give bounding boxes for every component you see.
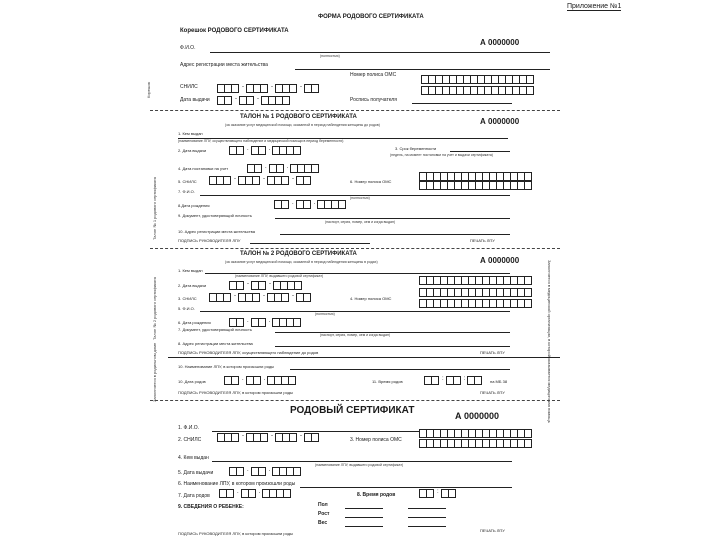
coupon2-fio: 5. Ф.И.О.: [178, 306, 195, 311]
certificate-title: РОДОВЫЙ СЕРТИФИКАТ: [290, 405, 415, 416]
coupon1-head-signature: ПОДПИСЬ РУКОВОДИТЕЛЯ ЛПУ: [178, 238, 241, 243]
coupon2-birth-time: 11. Время родов: [372, 379, 403, 384]
certificate-child-info: 9. СВЕДЕНИЯ О РЕБЕНКЕ:: [178, 504, 244, 510]
coupon2-oms: 4. Номер полиса ОМС: [350, 296, 392, 301]
coupon1-oms-boxes-2[interactable]: [420, 181, 532, 190]
certificate-oms: 3. Номер полиса ОМС: [350, 437, 402, 443]
stub-side-label: Корешок: [146, 81, 151, 98]
certificate-oms-boxes-2[interactable]: [420, 439, 532, 448]
coupon2-date-boxes[interactable]: - -: [230, 281, 302, 290]
coupon2-oms-boxes[interactable]: [420, 276, 532, 285]
stub-number: А 0000000: [480, 38, 520, 47]
certificate-birth-time: 8. Время родов: [357, 492, 396, 498]
stub-signature-label: Роспись получателя: [350, 97, 397, 103]
coupon1-date-issue: 2. Дата выдачи: [178, 148, 207, 153]
coupon2-birth-date: 6. Дата рождения: [178, 320, 211, 325]
coupon2-issued-by-hint: (наименование ЛПУ, выдавшего родовой сертификат): [235, 274, 324, 278]
coupon2-birth-time-boxes[interactable]: : :: [425, 376, 482, 385]
certificate-height: Рост: [318, 511, 330, 517]
stub-date-label: Дата выдачи: [180, 97, 210, 103]
certificate-birth-day: 7. Дата родов: [178, 493, 210, 499]
stub-snils-boxes[interactable]: - - -: [218, 84, 319, 93]
coupon1-document-hint: (паспорт, серия, номер, кем и когда выдан): [325, 220, 396, 224]
certificate-birth-day-boxes[interactable]: . .: [220, 489, 291, 498]
coupon2-document: 7. Документ, удостоверяющий личность: [178, 327, 252, 332]
stub-snils-label: СНИЛС: [180, 84, 198, 90]
certificate-snils: 2. СНИЛС: [178, 437, 202, 443]
birth-certificate-form: [146, 0, 560, 540]
coupon1-snils-boxes[interactable]: - - -: [210, 176, 311, 185]
coupon1-date-boxes[interactable]: . .: [230, 146, 301, 155]
coupon1-issued-by: 1. Кем выдан: [178, 131, 203, 136]
certificate-issued-by-hint: (наименование ЛПУ, выдавшего родовой сертификат): [315, 463, 404, 467]
coupon2-stamp: ПЕЧАТЬ ЛПУ: [480, 350, 505, 355]
coupon1-number: А 0000000: [480, 117, 520, 126]
certificate-hospital: 6. Наименование ЛПУ, в котором произошли роды: [178, 481, 296, 487]
coupon2-snils: 3. СНИЛС: [178, 296, 197, 301]
coupon2-stamp-2: ПЕЧАТЬ ЛПУ: [480, 390, 505, 395]
coupon1-address: 10. Адрес регистрации места жительства: [178, 229, 255, 234]
coupon1-fio-hint: (полностью): [350, 196, 370, 200]
coupon1-oms-boxes[interactable]: [420, 172, 532, 181]
certificate-stamp: ПЕЧАТЬ ЛПУ: [480, 528, 505, 533]
coupon1-subtitle: (за оказание услуг медицинской помощи, оказанной в период наблюдения женщины до родов): [225, 123, 380, 127]
stub-fio-label: Ф.И.О.: [180, 45, 196, 51]
cut-line-2: [150, 248, 560, 249]
coupon2-subtitle: (за оказание услуг медицинской помощи, оказанной в период наблюдения женщины в родах): [225, 260, 378, 264]
appendix-label: Приложение №1: [567, 3, 622, 10]
stub-fio-hint: (полностью): [320, 54, 340, 58]
coupon2-right-label: Заполняется в медицинской организации, в которой оказывается медицинская помощь: [547, 260, 552, 423]
coupon2-birth-day-boxes[interactable]: . .: [225, 376, 296, 385]
coupon2-head-signature: ПОДПИСЬ РУКОВОДИТЕЛЯ ЛПУ, осуществляющего наблюдение до родов: [178, 350, 319, 355]
coupon2-hospital: 10. Наименование ЛПУ, в котором произошли роды: [178, 364, 275, 369]
coupon2-weeks: на МБ 38: [490, 379, 508, 384]
coupon1-registered: 4. Дата постановки на учет: [178, 166, 229, 171]
coupon2-head-signature-2: ПОДПИСЬ РУКОВОДИТЕЛЯ ЛПУ, в котором произошли роды: [178, 390, 293, 395]
stub-oms-label: Номер полиса ОМС: [350, 72, 397, 78]
stub-oms-boxes[interactable]: [422, 75, 534, 84]
coupon2-oms-boxes-3[interactable]: [420, 299, 532, 308]
coupon2-title: ТАЛОН № 2 РОДОВОГО СЕРТИФИКАТА: [240, 251, 357, 257]
certificate-date-issue: 5. Дата выдачи: [178, 470, 214, 476]
coupon1-registered-boxes[interactable]: . .: [248, 164, 319, 173]
coupon2-document-hint: (паспорт, серия, номер, кем и когда выдан): [320, 333, 391, 337]
coupon1-term-hint: (недель, на момент постановки на учет и выдачи сертификата): [390, 153, 493, 157]
coupon2-date-issue: 2. Дата выдачи: [178, 283, 207, 288]
coupon2-snils-boxes[interactable]: - - -: [210, 293, 311, 302]
coupon2-bottom-side-label: Заполняется в родильном доме: [152, 342, 157, 402]
coupon2-fio-hint: (полностью): [315, 312, 335, 316]
coupon2-birth-day: 10. Дата родов: [178, 379, 206, 384]
certificate-birth-time-boxes[interactable]: :: [420, 489, 456, 498]
certificate-date-boxes[interactable]: . .: [230, 467, 301, 476]
coupon1-document: 9. Документ, удостоверяющий личность: [178, 213, 252, 218]
coupon1-oms: 6. Номер полиса ОМС: [350, 179, 392, 184]
cut-line-1: [150, 110, 560, 111]
coupon2-birth-boxes[interactable]: . .: [230, 318, 301, 327]
coupon1-birth-date: 8.Дата рождения: [178, 203, 210, 208]
coupon2-side-label: Талон № 2 родового сертификата: [152, 276, 157, 340]
coupon1-fio: 7. Ф.И.О.: [178, 189, 195, 194]
coupon2-address: 8. Адрес регистрации места жительства: [178, 341, 253, 346]
coupon1-issued-by-hint: (наименование ЛПУ, осуществляющего наблюдение и медицинской помощи в период беременности): [178, 139, 344, 143]
coupon1-stamp: ПЕЧАТЬ ЛПУ: [470, 238, 495, 243]
certificate-head-signature: ПОДПИСЬ РУКОВОДИТЕЛЯ ЛПУ, в котором произошли роды: [178, 531, 293, 536]
certificate-weight: Вес: [318, 520, 328, 526]
coupon2-issued-by: 1. Кем выдан: [178, 268, 203, 273]
certificate-number: А 0000000: [455, 411, 500, 421]
form-title: ФОРМА РОДОВОГО СЕРТИФИКАТА: [318, 14, 424, 20]
cut-line-3: [150, 400, 560, 401]
coupon2-number: А 0000000: [480, 256, 520, 265]
coupon1-title: ТАЛОН № 1 РОДОВОГО СЕРТИФИКАТА: [240, 114, 357, 120]
certificate-fio: 1. Ф.И.О.: [178, 425, 200, 431]
coupon1-snils: 5. СНИЛС: [178, 179, 197, 184]
stub-title: Корешок РОДОВОГО СЕРТИФИКАТА: [180, 28, 289, 34]
coupon1-term: 3. Срок беременности: [395, 146, 437, 151]
coupon2-oms-boxes-2[interactable]: [420, 288, 532, 297]
stub-oms-boxes-2[interactable]: [422, 86, 534, 95]
certificate-snils-boxes[interactable]: - - -: [218, 433, 319, 442]
stub-date-boxes[interactable]: - -: [218, 96, 290, 105]
coupon1-side-label: Талон № 1 родового сертификата: [152, 176, 157, 240]
certificate-oms-boxes[interactable]: [420, 429, 532, 438]
certificate-sex: Пол: [318, 502, 328, 508]
stub-address-label: Адрес регистрации места жительства: [180, 62, 268, 68]
coupon1-birth-boxes[interactable]: . .: [275, 200, 346, 209]
certificate-issued-by: 4. Кем выдан: [178, 455, 209, 461]
